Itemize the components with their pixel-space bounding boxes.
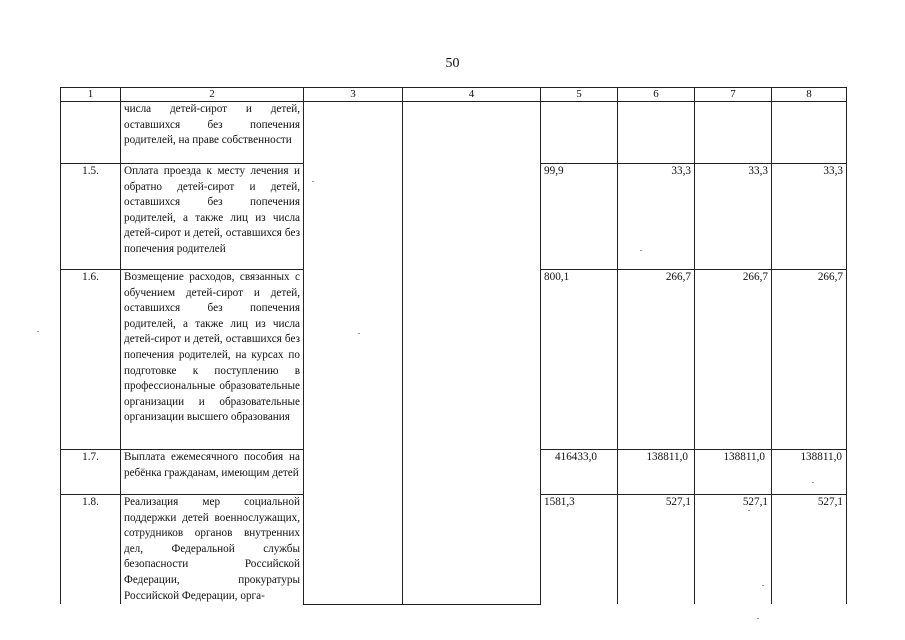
value-col-5: 99,9 [541, 164, 618, 270]
row-number: 1.6. [61, 270, 121, 450]
column-3-cell [304, 102, 403, 605]
value-col-6: 266,7 [618, 270, 695, 450]
row-number: 1.5. [61, 164, 121, 270]
value-col-5 [541, 102, 618, 164]
row-number [61, 102, 121, 164]
row-number: 1.8. [61, 495, 121, 605]
column-header: 3 [304, 88, 403, 102]
column-header: 8 [772, 88, 847, 102]
column-header: 4 [403, 88, 541, 102]
data-table [60, 87, 847, 605]
value-col-7: 33,3 [695, 164, 772, 270]
value-col-8 [772, 102, 847, 164]
column-4-cell [403, 102, 541, 605]
page-number: 50 [445, 56, 460, 71]
column-header: 1 [61, 88, 121, 102]
value-col-7: 527,1 [695, 495, 772, 605]
table-row [61, 102, 847, 164]
value-col-5: 416433,0 [541, 450, 618, 495]
value-col-6: 33,3 [618, 164, 695, 270]
row-description: Выплата ежемесячного пособия на ребёнка гражданам, имеющим детей [121, 450, 304, 495]
value-col-7: 138811,0 [695, 450, 772, 495]
row-description: Реализация мер социальной поддержки детей военнослужащих, сотрудников органов внутренних дел, Федеральной службы безопасности Российской Федерации, прокуратуры Российской Федерации, орга- [121, 495, 304, 605]
column-number-row [61, 88, 847, 102]
value-col-8: 527,1 [772, 495, 847, 605]
value-col-8: 266,7 [772, 270, 847, 450]
value-col-5: 1581,3 [541, 495, 618, 605]
value-col-7 [695, 102, 772, 164]
value-col-6: 138811,0 [618, 450, 695, 495]
column-header: 7 [695, 88, 772, 102]
value-col-5: 800,1 [541, 270, 618, 450]
row-number: 1.7. [61, 450, 121, 495]
value-col-7: 266,7 [695, 270, 772, 450]
column-header: 2 [121, 88, 304, 102]
row-description: Возмещение расходов, связанных с обучением детей-сирот и детей, оставшихся без попечения родителей, а также лиц из числа детей-сирот и детей, оставшихся без попечения родителей, на курсах по подготовке к поступлению в профессиональные образовательные организации и образовательные организации высшего образования [121, 270, 304, 450]
value-col-8: 33,3 [772, 164, 847, 270]
row-description: числа детей-сирот и детей, оставшихся без попечения родителей, на праве собственности [121, 102, 304, 164]
value-col-6 [618, 102, 695, 164]
value-col-6: 527,1 [618, 495, 695, 605]
column-header: 5 [541, 88, 618, 102]
row-description: Оплата проезда к месту лечения и обратно детей-сирот и детей, оставшихся без попечения родителей, а также лиц из числа детей-сирот и детей, оставшихся без попечения родителей [121, 164, 304, 270]
value-col-8: 138811,0 [772, 450, 847, 495]
column-header: 6 [618, 88, 695, 102]
